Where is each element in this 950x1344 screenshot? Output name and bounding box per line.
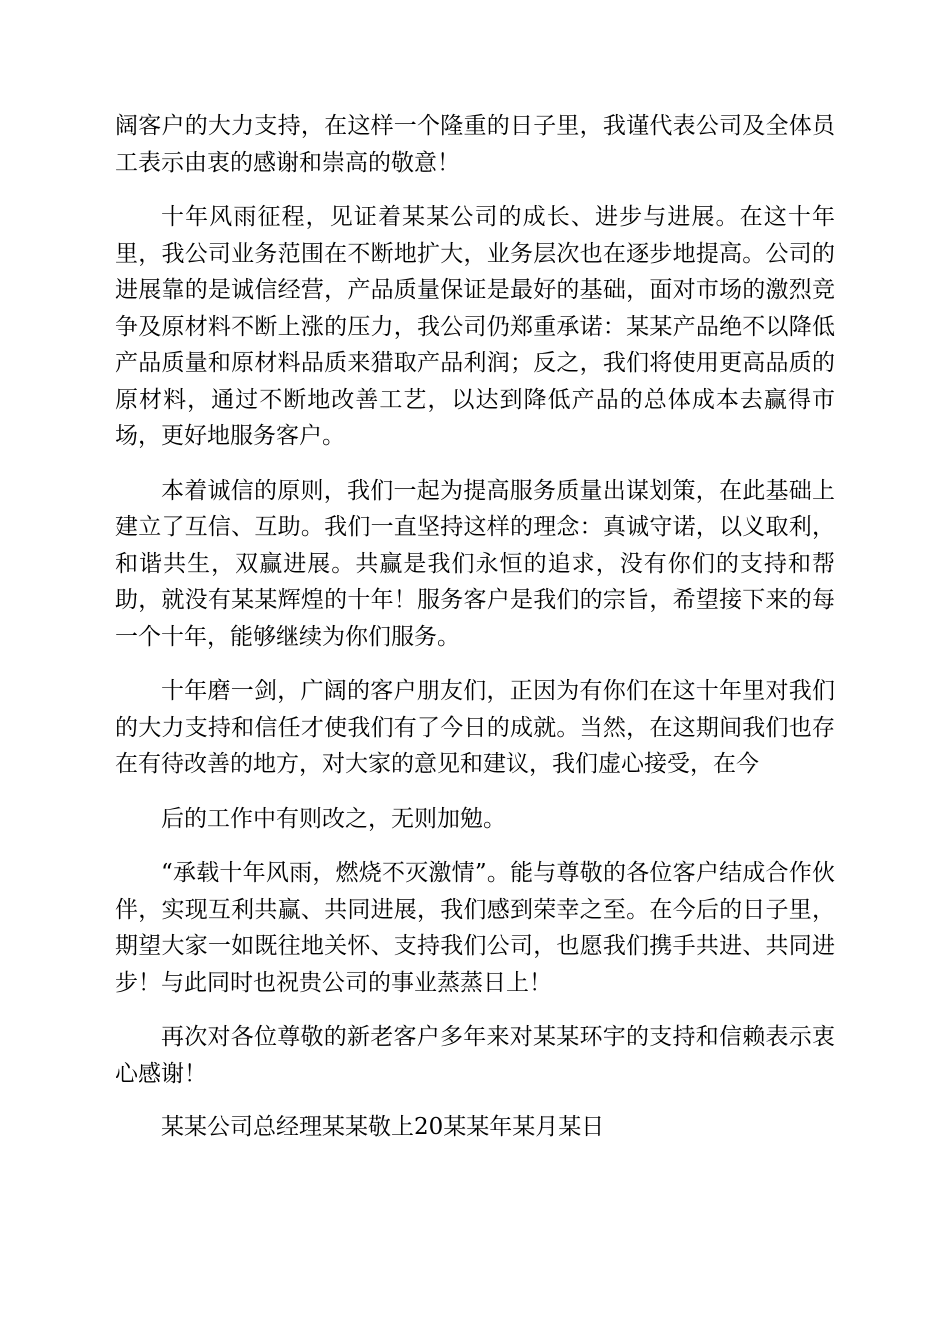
paragraph-continuation: 阔客户的大力支持，在这样一个隆重的日子里，我谨代表公司及全体员工表示由衷的感谢和崇高的敬意！: [115, 113, 835, 176]
paragraph-improve: 后的工作中有则改之，无则加勉。: [161, 805, 506, 832]
document-page: [115, 108, 835, 1146]
paragraph-integrity: 本着诚信的原则，我们一起为提高服务质量出谋划策，在此基础上建立了互信、互助。我们一直坚持这样的理念：真诚守诺，以义取利，和谐共生，双赢进展。共赢是我们永恒的追求，没有你们的支持和帮助，就没有某某辉煌的十年！服务客户是我们的宗旨，希望接下来的每一个十年，能够继续为你们服务。: [115, 477, 835, 650]
paragraph-thanks: 再次对各位尊敬的新老客户多年来对某某环宇的支持和信赖表示衷心感谢！: [115, 1024, 835, 1087]
paragraph-ten-years: 十年风雨征程，见证着某某公司的成长、进步与进展。在这十年里，我公司业务范围在不断地扩大，业务层次也在逐步地提高。公司的进展靠的是诚信经营，产品质量保证是最好的基础，面对市场的激烈竞争及原材料不断上涨的压力，我公司仍郑重承诺：某某产品绝不以降低产品质量和原材料品质来猎取产品利润；反之，我们将使用更高品质的原材料，通过不断地改善工艺，以达到降低产品的总体成本去赢得市场，更好地服务客户。: [115, 204, 835, 449]
paragraph-sword: 十年磨一剑，广阔的客户朋友们，正因为有你们在这十年里对我们的大力支持和信任才使我们有了今日的成就。当然，在这期间我们也存在有待改善的地方，对大家的意见和建议，我们虚心接受，在今: [115, 678, 835, 777]
signature-line: 某某公司总经理某某敬上20某某年某月某日: [161, 1114, 605, 1140]
paragraph-quote: “承载十年风雨，燃烧不灭激情”。能与尊敬的各位客户结成合作伙伴，实现互利共赢、共同进展，我们感到荣幸之至。在今后的日子里，期望大家一如既往地关怀、支持我们公司，也愿我们携手共进、共同进步！与此同时也祝贵公司的事业蒸蒸日上！: [115, 860, 835, 996]
